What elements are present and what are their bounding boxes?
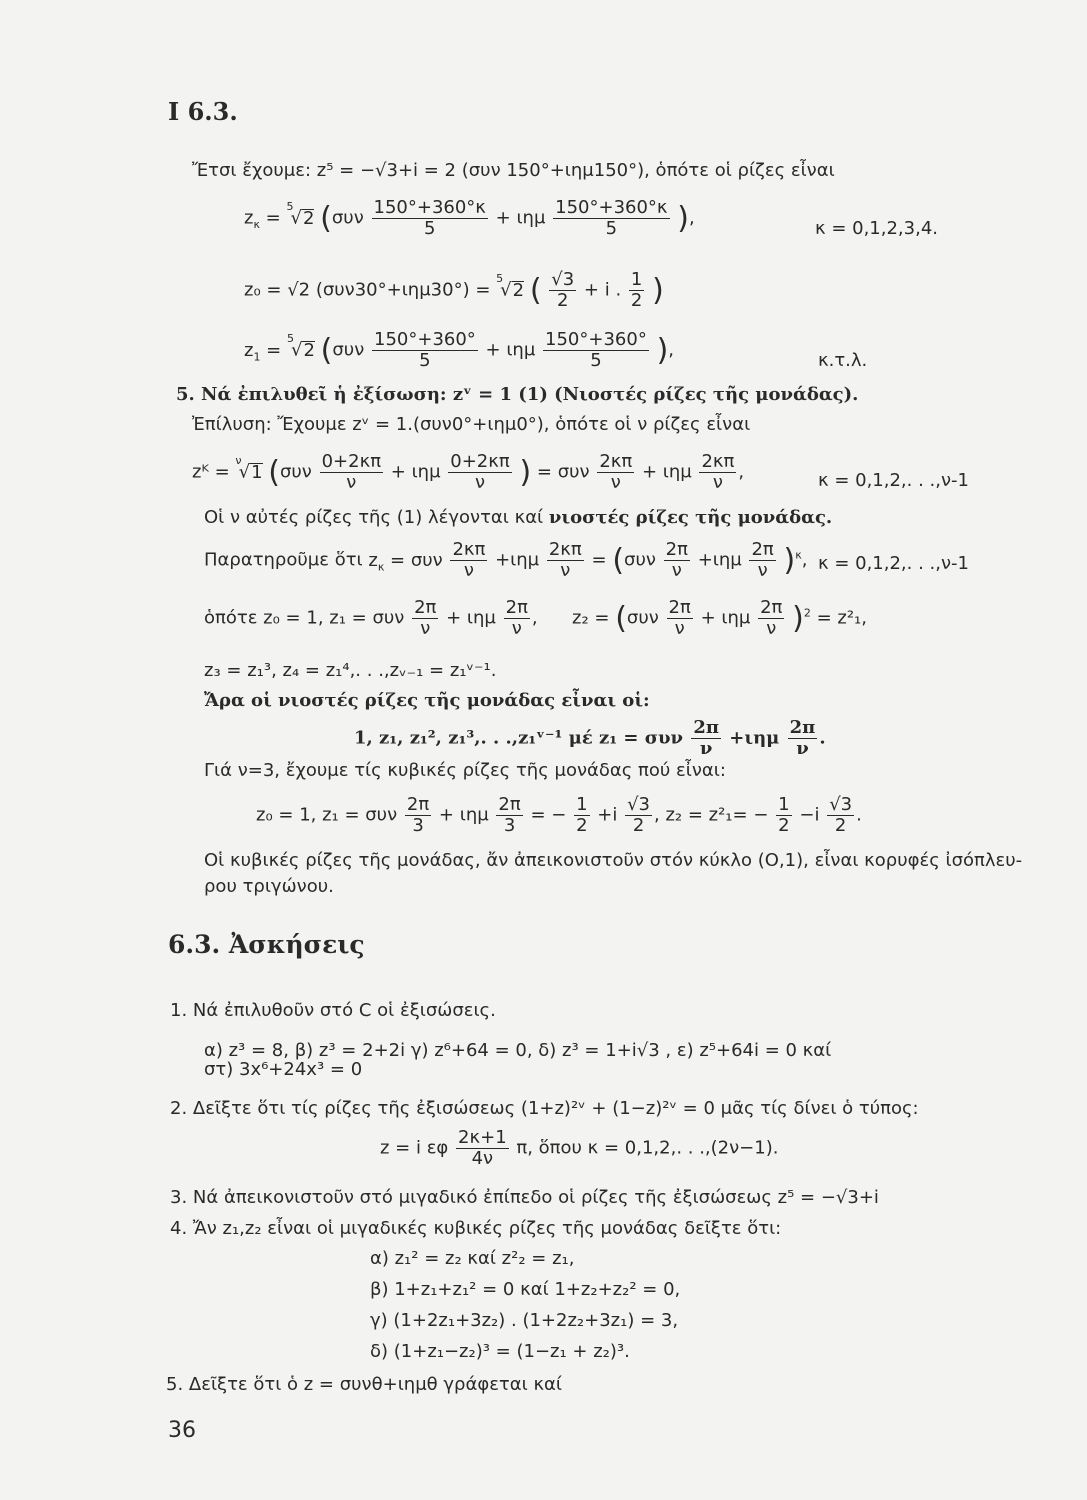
z1-formula: $z_1 = ^5√2$ (συν $\frac{150^\circ+360^\circ}{5}$ + ιημ $\frac{150^\circ+360^\circ}{5}$ ),	[244, 329, 675, 371]
exercise-5-heading: 5. Νά ἐπιλυθεῖ ἡ ἐξίσωση: zᵛ = 1 (1) (Νιοστές ρίζες τῆς μονάδας).	[176, 384, 859, 405]
intro-line: Ἔτσι ἔχουμε: z⁵ = −√3+i = 2 (συν 150°+ιημ150°), ὁπότε οἱ ρίζες εἶναι	[192, 160, 835, 181]
zk-sub: κ	[253, 218, 260, 232]
exercise-4-a: α) z₁² = z₂ καί z²₂ = z₁,	[370, 1248, 575, 1269]
roots-list: 1, z₁, z₁², z₁³,. . .,z₁ᵛ⁻¹ μέ z₁ = συν $\frac{2\pi}{\nu}$ +ιημ $\frac{2\pi}{\nu}$ .	[354, 717, 826, 759]
exercise-4-b: β) 1+z₁+z₁² = 0 καί 1+z₂+z₂² = 0,	[370, 1279, 681, 1300]
root-index: 5	[286, 199, 294, 213]
section-reference: I 6.3.	[168, 97, 238, 126]
z0-frac-half: $\frac{1}{2}$	[630, 269, 643, 311]
exercise-3: 3. Νά ἀπεικονιστοῦν στό μιγαδικό ἐπίπεδο οἱ ρίζες τῆς ἐξισώσεως z⁵ = −√3+i	[170, 1187, 879, 1208]
cubic-description-2: ρου τριγώνου.	[204, 876, 334, 897]
z0-formula: z₀ = √2 (συν30°+ιημ30°) = $^5$√2 ( $\frac{√3}{2}$ + i . $\frac{1}{2}$ )	[244, 269, 664, 311]
z3-line: z₃ = z₁³, z₄ = z₁⁴,. . .,zᵥ₋₁ = z₁ᵛ⁻¹.	[204, 660, 497, 681]
hence-line: ὁπότε z₀ = 1, z₁ = συν $\frac{2\pi}{\nu}$ + ιημ $\frac{2\pi}{\nu}$ , z₂ = (συν $\frac{2\pi}{\nu}$ + ιημ $\frac{2\pi}{\nu}$ )$^2$ = z²₁,	[204, 597, 867, 639]
root-arg: 2	[302, 207, 315, 229]
exercise-1: 1. Νά ἐπιλυθοῦν στό C οἱ ἐξισώσεις.	[170, 1000, 496, 1021]
z0-frac-sqrt3: $\frac{√3}{2}$	[551, 269, 575, 311]
exercise-5: 5. Δεῖξτε ὅτι ὁ z = συνθ+ιημθ γράφεται καί	[166, 1374, 563, 1395]
exercise-4-d: δ) (1+z₁−z₂)³ = (1−z₁ + z₂)³.	[370, 1341, 630, 1362]
zk-fraction-1: $\frac{150^\circ+360^\circ\kappa}{5}$	[373, 197, 486, 239]
zk-fraction-2: $\frac{150^\circ+360^\circ\kappa}{5}$	[555, 197, 668, 239]
z1-frac-1: $\frac{150^\circ+360^\circ}{5}$	[374, 329, 476, 371]
observe-line: Παρατηροῦμε ὅτι $z_\kappa = \sigma\upsilon\nu$ $\frac{2\kappa\pi}{\nu}$ +ιημ $\frac{2\kappa\pi}{\nu}$ = (συν $\frac{2\pi}{\nu}$ +ιημ $\frac{2\pi}{\nu}$ )$^\kappa$,	[204, 539, 808, 581]
cubic-roots-formula: z₀ = 1, z₁ = συν $\frac{2\pi}{3}$ + ιημ $\frac{2\pi}{3}$ = − $\frac{1}{2}$ +i $\frac{√3}{2}$ , z₂ = z²₁= − $\frac{1}{2}$ −i $\frac{√3}{2}$ .	[256, 794, 862, 836]
exercise-1-items: α) z³ = 8, β) z³ = 2+2i γ) z⁶+64 = 0, δ) z³ = 1+i√3 , ε) z⁵+64i = 0 καί	[204, 1040, 832, 1061]
roots-called-line: Οἱ ν αὐτές ρίζες τῆς (1) λέγονται καί νιοστές ρίζες τῆς μονάδας.	[204, 507, 833, 528]
k-values: κ = 0,1,2,3,4.	[815, 218, 939, 239]
k-range-2: κ = 0,1,2,. . .,ν-1	[818, 553, 969, 574]
exercises-title: 6.3. Ἀσκήσεις	[168, 930, 365, 959]
k-range: κ = 0,1,2,. . .,ν-1	[818, 470, 969, 491]
zk-formula: $z_\kappa = ^5√2$ (συν $\frac{150^\circ+360^\circ\kappa}{5}$ + ιημ $\frac{150^\circ+360^\circ\kappa}{5}$ ),	[244, 197, 695, 239]
zk-var: z	[244, 207, 254, 229]
exercise-4: 4. Ἄν z₁,z₂ εἶναι οἱ μιγαδικές κυβικές ρίζες τῆς μονάδας δεῖξτε ὅτι:	[170, 1218, 782, 1239]
exercise-1-items-2: στ) 3x⁶+24x³ = 0	[204, 1059, 363, 1080]
cubic-description-1: Οἱ κυβικές ρίζες τῆς μονάδας, ἄν ἀπεικονιστοῦν στόν κύκλο (Ο,1), εἶναι κορυφές ἰσόπλευ-	[204, 850, 1023, 871]
exercise-2-formula: z = i εφ $\frac{2\kappa+1}{4\nu}$ π, ὅπου κ = 0,1,2,. . .,(2ν−1).	[380, 1127, 779, 1169]
solution-line: Ἐπίλυση: Ἔχουμε zᵛ = 1.(συν0°+ιημ0°), ὁπότε οἱ ν ρίζες εἶναι	[192, 414, 751, 435]
exercise-2: 2. Δεῖξτε ὅτι τίς ρίζες τῆς ἐξισώσεως (1+z)²ᵛ + (1−z)²ᵛ = 0 μᾶς τίς δίνει ὁ τύπος:	[170, 1098, 919, 1119]
for-v3-line: Γιά ν=3, ἔχουμε τίς κυβικές ρίζες τῆς μονάδας πού εἶναι:	[204, 760, 726, 781]
etc-label: κ.τ.λ.	[818, 350, 868, 371]
zk-roots-formula: zᴷ = $^\nu$√1 (συν $\frac{0+2\kappa\pi}{\nu}$ + ιημ $\frac{0+2\kappa\pi}{\nu}$ ) = συν $\frac{2\kappa\pi}{\nu}$ + ιημ $\frac{2\kappa\pi}{\nu}$ ,	[192, 451, 745, 493]
z1-frac-2: $\frac{150^\circ+360^\circ}{5}$	[545, 329, 647, 371]
exercise-4-c: γ) (1+2z₁+3z₂) . (1+2z₂+3z₁) = 3,	[370, 1310, 679, 1331]
therefore-line: Ἄρα οἱ νιοστές ρίζες τῆς μονάδας εἶναι οἱ:	[204, 690, 650, 711]
zk-eq-left: zᴷ =	[192, 461, 230, 483]
page-number: 36	[168, 1418, 196, 1443]
z0-expr: z₀ = √2 (συν30°+ιημ30°) =	[244, 279, 491, 301]
